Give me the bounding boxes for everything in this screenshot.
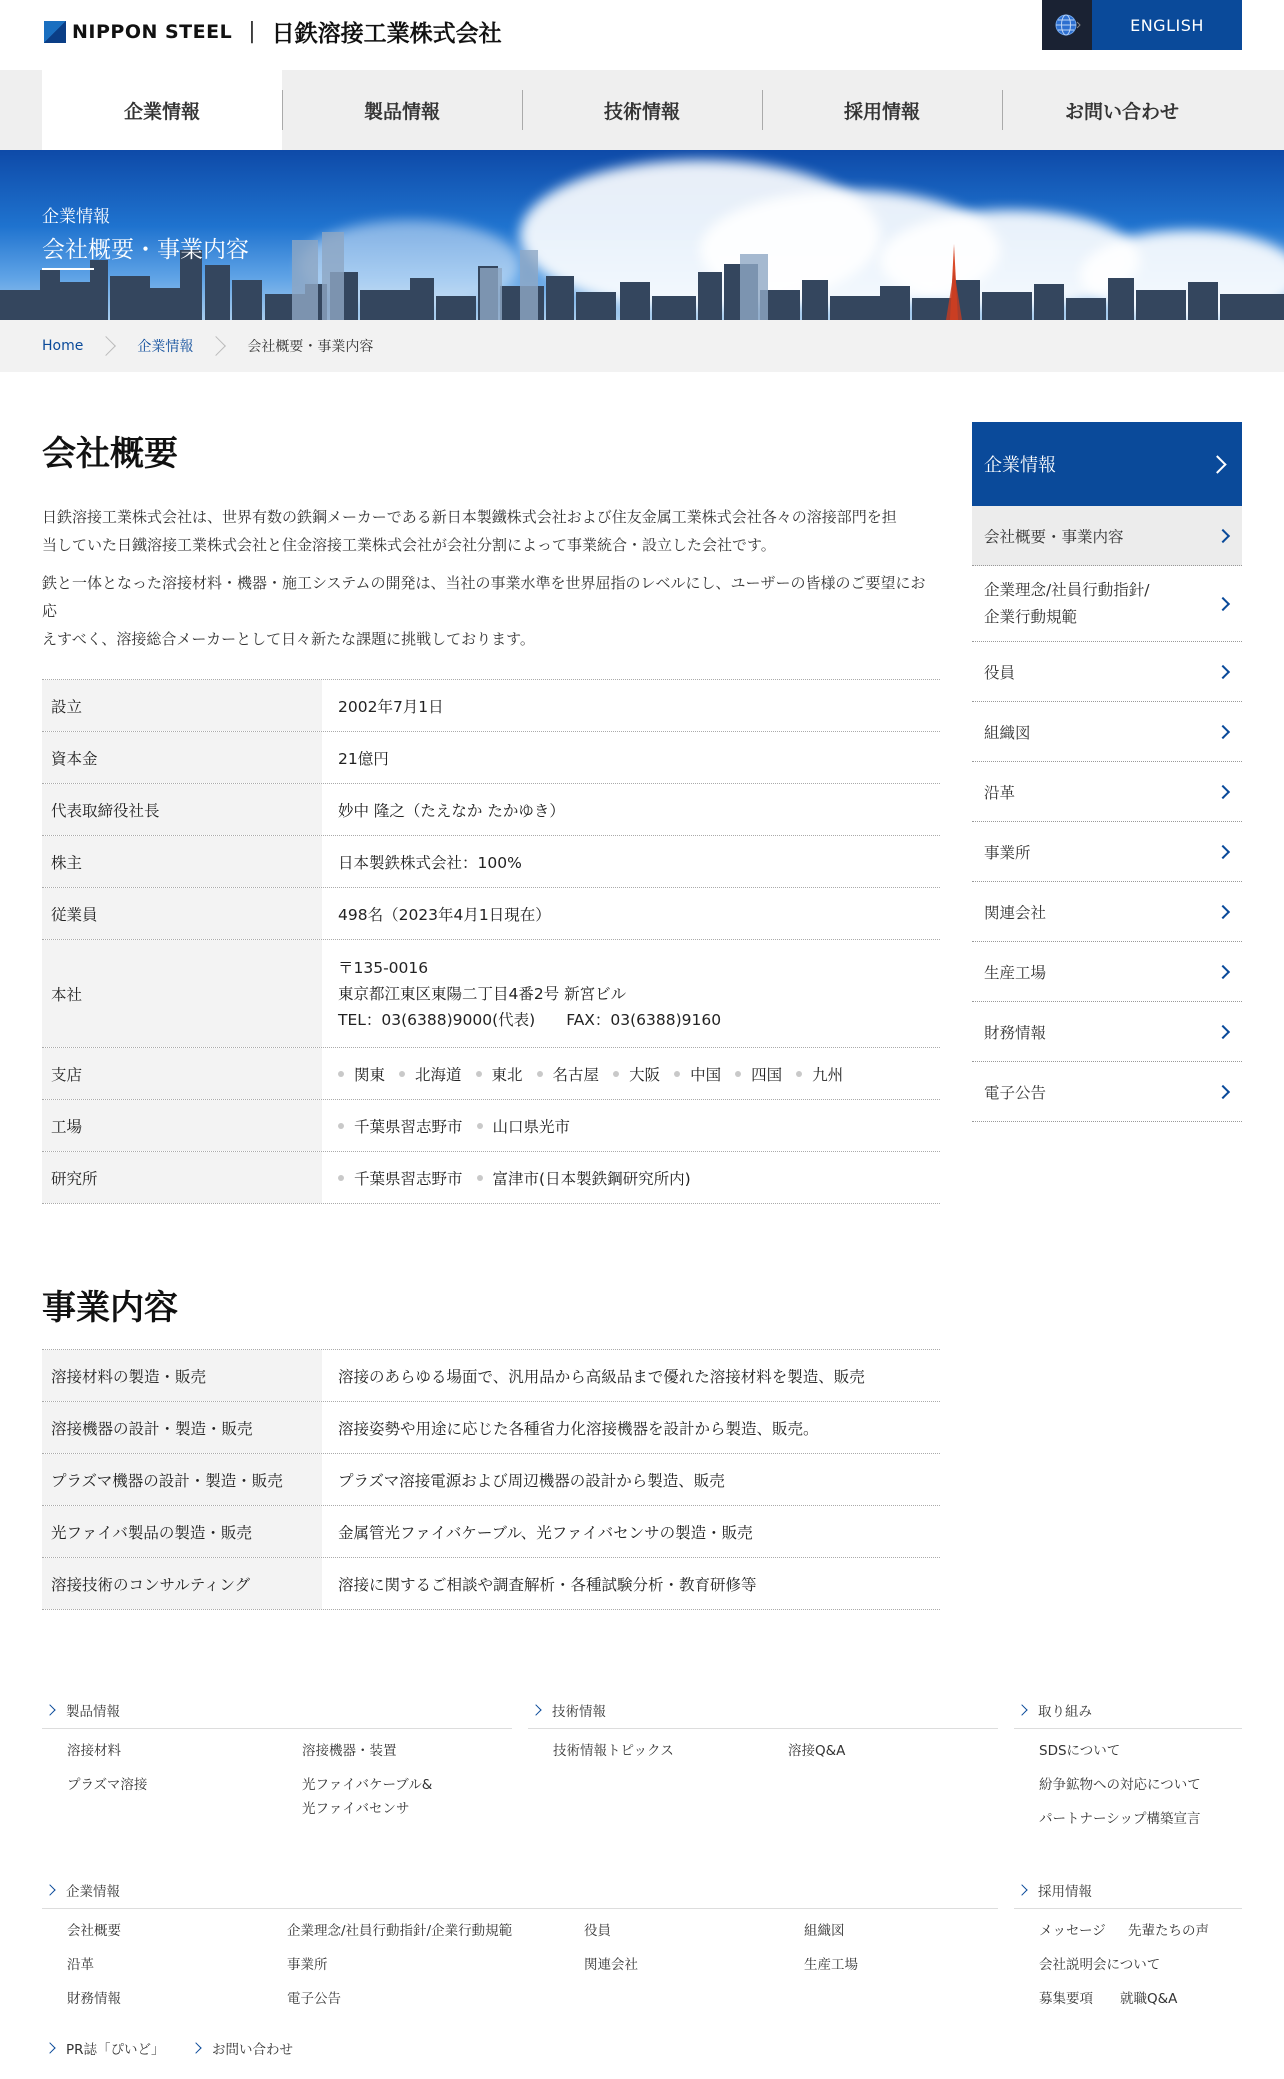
footer-link[interactable]: 先輩たちの声 [1128, 1923, 1209, 1939]
footer-efforts-heading[interactable] [1014, 1700, 1242, 1729]
branch-item: 四国 [735, 1063, 782, 1085]
row-value [322, 1152, 940, 1203]
sidebar-heading[interactable] [972, 422, 1242, 506]
sidebar-item-label: 関連会社 [984, 903, 1047, 922]
lead-line: 日鉄溶接工業株式会社は、世界有数の鉄鋼メーカーである新日本製鐵株式会社および住友金属工業株式会社各々の溶接部門を担 [42, 508, 897, 526]
lead-line: 鉄と一体となった溶接材料・機器・施工システムの開発は、当社の事業水準を世界屈指のレベルにし、ユーザーの皆様のご要望にお応 [42, 574, 926, 620]
row-label: 資本金 [42, 732, 322, 783]
branch-item: 中国 [674, 1063, 721, 1085]
sidebar-item-label: 電子公告 [984, 1083, 1047, 1102]
chevron-right-icon [206, 336, 226, 356]
footer-link[interactable]: 組織図 [804, 1923, 845, 1939]
footer-link-group [42, 1739, 512, 1829]
chevron-right-icon [1216, 904, 1230, 918]
footer-link[interactable]: SDSについて [1039, 1743, 1121, 1759]
chevron-right-icon [44, 1884, 55, 1895]
sidebar-item-public-notice[interactable] [972, 1062, 1242, 1122]
footer-link[interactable]: 技術情報トピックス [553, 1743, 674, 1759]
footer-link[interactable]: 募集要項 [1039, 1991, 1093, 2007]
chevron-right-icon [96, 336, 116, 356]
overview-title: 会社概要 [42, 434, 178, 474]
row-label: 従業員 [42, 888, 322, 939]
footer-pr-link[interactable] [42, 2038, 165, 2058]
footer-link[interactable]: 紛争鉱物への対応について [1039, 1777, 1201, 1793]
logo-separator: | [248, 19, 256, 44]
row-value: プラズマ溶接電源および周辺機器の設計から製造、販売 [338, 1471, 725, 1490]
footer-tech-heading[interactable] [528, 1700, 998, 1729]
table-row [42, 1402, 940, 1454]
table-row [42, 836, 940, 888]
footer-company-heading[interactable] [42, 1880, 998, 1909]
sidebar-item-org-chart[interactable] [972, 702, 1242, 762]
footer-heading-label: 取り組み [1038, 1704, 1092, 1720]
chevron-right-icon [1216, 784, 1230, 798]
row-label: 光ファイバ製品の製造・販売 [42, 1506, 322, 1557]
table-row [42, 1350, 940, 1402]
breadcrumb-current: 会社概要・事業内容 [247, 339, 374, 355]
chevron-right-icon [1216, 724, 1230, 738]
chevron-right-icon [1016, 1884, 1027, 1895]
table-row [42, 1100, 940, 1152]
overview-lead-1 [42, 503, 940, 559]
footer-contact-link[interactable] [188, 2038, 293, 2058]
overview-lead-2 [42, 569, 940, 653]
sidebar-item-label: 組織図 [984, 723, 1031, 742]
table-row [42, 1506, 940, 1558]
sidebar-item-label [984, 577, 1149, 631]
table-row [42, 680, 940, 732]
footer-link[interactable]: 関連会社 [584, 1957, 638, 1973]
branch-item: 東北 [476, 1063, 523, 1085]
row-value: 溶接姿勢や用途に応じた各種省力化溶接機器を設計から製造、販売。 [338, 1419, 819, 1438]
sidebar-item-overview[interactable] [972, 506, 1242, 566]
row-label: 支店 [42, 1048, 322, 1099]
chevron-right-icon [1016, 1704, 1027, 1715]
business-table [42, 1349, 940, 1610]
lab-list [338, 1167, 705, 1189]
sidebar-item-label: 事業所 [984, 843, 1031, 862]
row-value [322, 1100, 940, 1151]
footer-link[interactable]: 就職Q&A [1120, 1991, 1178, 2007]
row-value: 21億円 [338, 749, 389, 768]
branch-list [338, 1063, 857, 1085]
sidebar-item-label: 財務情報 [984, 1023, 1047, 1042]
row-label: 溶接機器の設計・製造・販売 [42, 1402, 322, 1453]
row-label: 代表取締役社長 [42, 784, 322, 835]
footer-link[interactable]: 溶接機器・装置 [302, 1743, 397, 1759]
footer-link[interactable]: 企業理念/社員行動指針/企業行動規範 [287, 1923, 513, 1939]
footer-link[interactable]: 光ファイバケーブル& [302, 1777, 433, 1793]
table-row [42, 888, 940, 940]
sidebar-item-label-line: 企業行動規範 [984, 607, 1078, 626]
chevron-right-icon [44, 1704, 55, 1715]
sidebar-item-affiliates[interactable] [972, 882, 1242, 942]
chevron-right-icon [530, 1704, 541, 1715]
footer-heading-label: 企業情報 [66, 1884, 120, 1900]
footer-link[interactable]: 電子公告 [287, 1991, 341, 2007]
plant-item: 山口県光市 [477, 1115, 571, 1137]
gnav-contact[interactable]: お問い合わせ [1002, 70, 1242, 150]
footer-link[interactable]: メッセージ [1039, 1923, 1106, 1939]
table-row [42, 784, 940, 836]
footer-link[interactable]: 沿革 [67, 1957, 94, 1973]
sidebar-item-philosophy[interactable] [972, 566, 1242, 642]
hq-address: 東京都江東区東陽二丁目4番2号 新宮ビル [338, 984, 627, 1003]
lab-item: 千葉県習志野市 [338, 1167, 463, 1189]
breadcrumb [0, 320, 1284, 372]
hq-zip: 〒135-0016 [338, 958, 429, 977]
row-label: 本社 [42, 940, 322, 1047]
footer-link-group [42, 1919, 998, 2009]
chevron-right-icon [1216, 596, 1230, 610]
footer-link[interactable]: 財務情報 [67, 1991, 121, 2007]
table-row [42, 940, 940, 1048]
plant-item: 千葉県習志野市 [338, 1115, 463, 1137]
footer-link[interactable]: 生産工場 [804, 1957, 858, 1973]
global-nav [0, 70, 1284, 150]
footer-company [42, 1880, 998, 2009]
footer-link: PR誌「ぴいど」 [66, 2042, 165, 2058]
gnav-company[interactable]: 企業情報 [42, 70, 282, 150]
sidebar-item-factories[interactable] [972, 942, 1242, 1002]
row-value: 金属管光ファイバケーブル、光ファイバセンサの製造・販売 [338, 1523, 753, 1542]
footer-heading-label: 製品情報 [66, 1704, 120, 1720]
company-overview-table [42, 679, 940, 1204]
lead-line: 当していた日鐵溶接工業株式会社と住金溶接工業株式会社が会社分割によって事業統合・設立した会社です。 [42, 536, 776, 554]
sidebar-item-label: 役員 [984, 663, 1016, 682]
lab-item: 富津市(日本製鉄鋼研究所内) [477, 1167, 691, 1189]
table-row [42, 1558, 940, 1610]
chevron-right-icon [190, 2042, 201, 2053]
gnav-recruit[interactable]: 採用情報 [762, 70, 1002, 150]
footer-link[interactable]: 会社説明会について [1039, 1957, 1161, 1973]
language-switcher[interactable] [1042, 0, 1242, 50]
footer-link[interactable]: パートナーシップ構築宣言 [1039, 1811, 1201, 1827]
sidebar-item-label: 沿革 [984, 783, 1016, 802]
lead-line: えすべく、溶接総合メーカーとして日々新たな課題に挑戦しております。 [42, 630, 535, 648]
row-label: プラズマ機器の設計・製造・販売 [42, 1454, 322, 1505]
business-title: 事業内容 [42, 1288, 178, 1328]
footer-heading-label: 採用情報 [1038, 1884, 1092, 1900]
chevron-right-icon [1216, 844, 1230, 858]
footer-link[interactable]: 会社概要 [67, 1923, 121, 1939]
branch-item: 北海道 [399, 1063, 462, 1085]
breadcrumb-home[interactable]: Home [42, 338, 84, 354]
sidebar-item-offices[interactable] [972, 822, 1242, 882]
hq-phone-fax: TEL：03(6388)9000(代表) FAX：03(6388)9160 [338, 1010, 722, 1029]
hero-heading [42, 202, 249, 270]
row-label: 研究所 [42, 1152, 322, 1203]
row-value: 2002年7月1日 [338, 697, 444, 716]
logo-english-text: NIPPON STEEL [72, 20, 233, 43]
gnav-products[interactable]: 製品情報 [282, 70, 522, 150]
row-label: 工場 [42, 1100, 322, 1151]
table-row [42, 1454, 940, 1506]
chevron-right-icon [44, 2042, 55, 2053]
footer-recruit [1014, 1880, 1242, 2009]
row-value [322, 940, 940, 1047]
site-logo[interactable] [44, 15, 502, 48]
english-button[interactable]: ENGLISH [1092, 0, 1242, 50]
sidebar-item-label: 生産工場 [984, 963, 1047, 982]
footer-link[interactable]: 役員 [584, 1923, 611, 1939]
footer-link-group [528, 1739, 998, 1779]
row-value: 溶接に関するご相談や調査解析・各種試験分析・教育研修等 [338, 1575, 757, 1594]
chevron-right-icon [1216, 1084, 1230, 1098]
nippon-steel-logo-icon [44, 21, 66, 43]
hero-category: 企業情報 [42, 207, 110, 227]
footer-recruit-heading[interactable] [1014, 1880, 1242, 1909]
footer-link[interactable]: プラズマ溶接 [67, 1777, 148, 1793]
globe-icon [1042, 0, 1092, 50]
footer-tech [528, 1700, 998, 1779]
footer-link-group [1014, 1919, 1242, 2009]
breadcrumb-company[interactable]: 企業情報 [137, 339, 194, 355]
gnav-technology[interactable]: 技術情報 [522, 70, 762, 150]
row-value [322, 1048, 940, 1099]
chevron-right-icon [1216, 528, 1230, 542]
footer-link-group [1014, 1739, 1242, 1829]
row-label: 溶接技術のコンサルティング [42, 1558, 322, 1609]
main-content [42, 426, 940, 1610]
branch-item: 名古屋 [537, 1063, 600, 1085]
branch-item: 関東 [338, 1063, 385, 1085]
hero-banner [0, 150, 1284, 320]
logo-japanese-text: 日鉄溶接工業株式会社 [271, 21, 502, 47]
footer-link[interactable]: 事業所 [287, 1957, 328, 1973]
footer-products [42, 1700, 512, 1829]
footer-link[interactable]: 光ファイバセンサ [302, 1801, 410, 1817]
table-row [42, 732, 940, 784]
row-value: 日本製鉄株式会社：100% [338, 853, 522, 872]
footer-link: お問い合わせ [212, 2042, 293, 2058]
sidebar-heading-label: 企業情報 [984, 455, 1056, 476]
branch-item: 大阪 [613, 1063, 660, 1085]
sidebar-item-officers[interactable] [972, 642, 1242, 702]
branch-item: 九州 [796, 1063, 843, 1085]
footer-products-heading[interactable] [42, 1700, 512, 1729]
row-value: 溶接のあらゆる場面で、汎用品から高級品まで優れた溶接材料を製造、販売 [338, 1367, 865, 1386]
chevron-right-icon [1216, 664, 1230, 678]
footer-efforts [1014, 1700, 1242, 1829]
table-row [42, 1152, 940, 1204]
row-label: 溶接材料の製造・販売 [42, 1350, 322, 1401]
sidebar-item-financial[interactable] [972, 1002, 1242, 1062]
row-value: 妙中 隆之（たえなか たかゆき） [338, 801, 565, 820]
row-label: 設立 [42, 680, 322, 731]
chevron-right-icon [1208, 455, 1226, 473]
sidebar-item-label: 会社概要・事業内容 [984, 527, 1124, 546]
sidebar-item-label-line: 企業理念/社員行動指針/ [984, 580, 1150, 599]
footer-link[interactable]: 溶接材料 [67, 1743, 121, 1759]
plant-list [338, 1115, 584, 1137]
business-section [42, 1280, 940, 1610]
site-header [0, 0, 1284, 70]
table-row [42, 1048, 940, 1100]
chevron-right-icon [1216, 964, 1230, 978]
footer-link[interactable]: 溶接Q&A [788, 1743, 846, 1759]
hero-title: 会社概要・事業内容 [42, 231, 249, 270]
footer-heading-label: 技術情報 [552, 1704, 606, 1720]
row-value: 498名（2023年4月1日現在） [338, 905, 551, 924]
chevron-right-icon [1216, 1024, 1230, 1038]
sidebar-nav [972, 422, 1242, 1122]
row-label: 株主 [42, 836, 322, 887]
sidebar-item-history[interactable] [972, 762, 1242, 822]
